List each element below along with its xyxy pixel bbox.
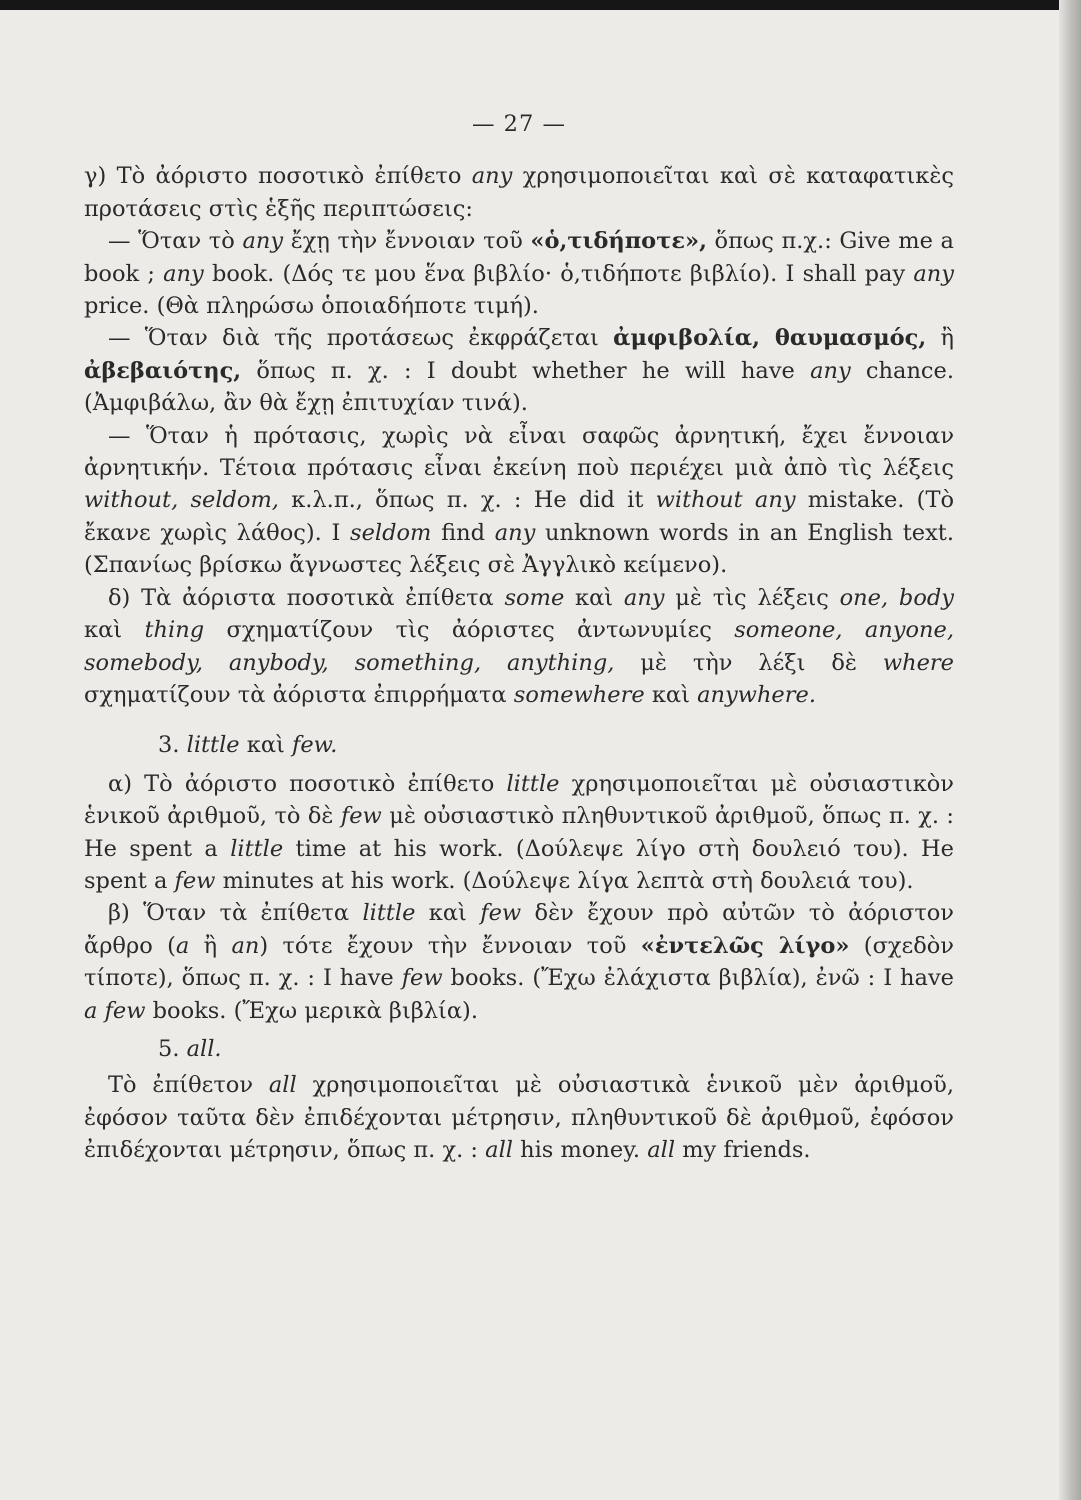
text-run: μὲ οὐσιαστικὸ πληθυντικοῦ ἀριθμοῦ, ὅπως π. χ. : He spent a — [84, 803, 954, 862]
text-run: one, body — [839, 584, 954, 611]
text-run: few. — [292, 732, 338, 759]
paragraph-delta — [84, 582, 954, 712]
page-number: — 27 — — [472, 111, 566, 137]
text-run: all — [647, 1137, 676, 1164]
scan-top-border — [0, 0, 1081, 10]
section-heading-all — [84, 1033, 954, 1065]
text-run: Τὸ ἐπίθετον — [108, 1072, 269, 1099]
text-run: 5. — [158, 1035, 187, 1062]
text-run: — Ὅταν ἡ πρότασις, χωρὶς νὰ εἶναι σαφῶς ἀρνητική, ἔχει ἔννοιαν ἀρνητικήν. Τέτοια πρότασις εἶναι ἐκείνη ποὺ περιέχει μιὰ ἀπὸ τὶς λέξεις — [84, 422, 954, 482]
text-run: ὅπως π.χ.: Give me a book ; — [84, 228, 954, 287]
text-run: time at his work. (Δούλεψε λίγο στὴ δουλειό του). He spent a — [84, 835, 954, 894]
text-run: χρησιμοποιεῖται καὶ σὲ καταφατικὲς προτάσεις στὶς ἑξῆς περιπτώσεις: — [84, 163, 954, 222]
text-run: his money. — [512, 1137, 648, 1164]
text-run: β) Ὅταν τὰ ἐπίθετα — [108, 900, 363, 927]
text-run: «ὁ,τιδήποτε», — [530, 228, 707, 255]
text-run: a few — [84, 997, 146, 1024]
text-run: unknown words in an English text. (Σπανίως βρίσκω ἄγνωστες λέξεις σὲ Ἀγγλικὸ κείμενο). — [84, 519, 954, 579]
text-run: «ἐντελῶς λίγο» — [640, 932, 850, 959]
text-run: some — [504, 584, 565, 611]
text-run: μὲ τὴν λέξι δὲ — [614, 649, 883, 676]
text-run: ὅπως π. χ. : I doubt whether he will have — [241, 357, 811, 384]
text-run: 3. — [158, 732, 187, 759]
paragraph-beta-little-few — [84, 897, 954, 1027]
text-run: γ) Τὸ ἀόριστο ποσοτικὸ ἐπίθετο — [84, 163, 472, 190]
text-run: — Ὅταν τὸ — [108, 228, 243, 255]
text-run: without any — [655, 487, 796, 514]
section-heading-little-few — [84, 729, 954, 761]
text-run: ἔχῃ τὴν ἔννοιαν τοῦ — [283, 228, 531, 255]
text-run: books. (Ἔχω ἐλάχιστα βιβλία), ἐνῶ : I have — [442, 965, 954, 992]
text-run: καὶ — [239, 732, 293, 759]
text-run: few — [340, 803, 382, 830]
text-run: few — [401, 965, 443, 992]
text-run: somewhere — [513, 681, 645, 708]
text-run: someone, anyone, somebody, anybody, something, anything, — [84, 617, 954, 676]
text-run: minutes at his work. (Δούλεψε λίγα λεπτὰ στὴ δουλειά του). — [215, 867, 914, 894]
text-run: καὶ — [415, 900, 481, 927]
text-run: α) Τὸ ἀόριστο ποσοτικὸ ἐπίθετο — [108, 770, 507, 797]
text-run: any — [494, 519, 536, 546]
text-run: seldom — [350, 519, 432, 546]
text-run: any — [163, 260, 204, 287]
text-run: χρησιμοποιεῖται μὲ οὐσιαστικὸν ἑνικοῦ ἀριθμοῦ, τὸ δὲ — [84, 770, 954, 830]
text-run: μὲ τὶς λέξεις — [664, 584, 840, 611]
paragraph-all — [84, 1069, 954, 1166]
text-run: where — [882, 649, 954, 676]
paragraph-gamma-case-1 — [84, 225, 954, 322]
book-page — [84, 108, 954, 1167]
text-run: any — [913, 260, 954, 287]
text-run: thing — [144, 617, 205, 644]
text-run: all. — [186, 1035, 222, 1062]
text-run: σχηματίζουν τὰ ἀόριστα ἐπιρρήματα — [84, 681, 514, 708]
text-run: ἀβεβαιότης, — [84, 357, 242, 384]
text-run: any — [471, 163, 513, 190]
text-run: my friends. — [675, 1137, 811, 1164]
text-run: chance. (Ἀμφιβάλω, ἂν θὰ ἔχῃ ἐπιτυχίαν τινά). — [84, 357, 954, 417]
text-run: any — [623, 584, 665, 611]
text-run: καὶ — [644, 681, 698, 708]
text-run: little — [186, 732, 240, 759]
text-run: — Ὅταν διὰ τῆς προτάσεως ἐκφράζεται — [108, 325, 614, 352]
text-run: without, seldom, — [84, 487, 279, 514]
text-run: any — [810, 357, 851, 384]
text-run: find — [431, 519, 495, 546]
text-run: χρησιμοποιεῖται μὲ οὐσιαστικὰ ἑνικοῦ μὲν ἀριθμοῦ, ἐφόσον ταῦτα δὲν ἐπιδέχονται μέτρησιν, πληθυντικοῦ δὲ ἀριθμοῦ, ἐφόσον ἐπιδέχονται μέτρησιν, ὅπως π. χ. : — [84, 1072, 954, 1164]
text-run: ἢ — [189, 932, 232, 959]
text-run: δ) Τὰ ἀόριστα ποσοτικὰ ἐπίθετα — [108, 584, 505, 611]
text-run: price. (Θὰ πληρώσω ὁποιαδήποτε τιμή). — [84, 293, 539, 320]
text-run: any — [242, 228, 284, 255]
text-run: κ.λ.π., ὅπως π. χ. : He did it — [278, 487, 656, 514]
text-run: little — [506, 770, 560, 797]
paragraph-alpha-little-few — [84, 768, 954, 898]
paragraph-gamma-intro — [84, 160, 954, 225]
text-run: few — [480, 900, 522, 927]
text-run: all — [268, 1072, 297, 1099]
page-edge-shadow — [1059, 0, 1081, 1500]
paragraph-gamma-case-3 — [84, 420, 954, 582]
text-run: ) τότε ἔχουν τὴν ἔννοιαν τοῦ — [259, 932, 641, 959]
text-run: σχηματίζουν τὶς ἀόριστες ἀντωνυμίες — [204, 617, 735, 644]
text-run: little — [230, 835, 284, 862]
text-run: καὶ — [84, 617, 145, 644]
text-run: (σχεδὸν τίποτε), ὅπως π. χ. : I have — [84, 932, 954, 992]
text-run: books. (Ἔχω μερικὰ βιβλία). — [145, 997, 478, 1024]
text-run: δὲν ἔχουν πρὸ αὐτῶν τὸ ἀόριστον ἄρθρο ( — [84, 900, 954, 959]
text-run: book. (Δός τε μου ἕνα βιβλίο· ὁ,τιδήποτε βιβλίο). I shall pay — [203, 260, 914, 287]
text-run: little — [362, 900, 416, 927]
paragraph-gamma-case-2 — [84, 322, 954, 419]
text-run: καὶ — [564, 584, 624, 611]
text-run: all — [485, 1137, 513, 1164]
text-run: ἀμφιβολία, θαυμασμός, — [613, 325, 927, 352]
text-run: a — [175, 932, 190, 959]
text-run: mistake. (Τὸ ἔκανε χωρὶς λάθος). I — [84, 487, 955, 546]
text-run: anywhere. — [697, 681, 816, 708]
text-run: few — [174, 867, 216, 894]
text-run: ἢ — [926, 325, 954, 352]
text-run: an — [231, 932, 260, 959]
